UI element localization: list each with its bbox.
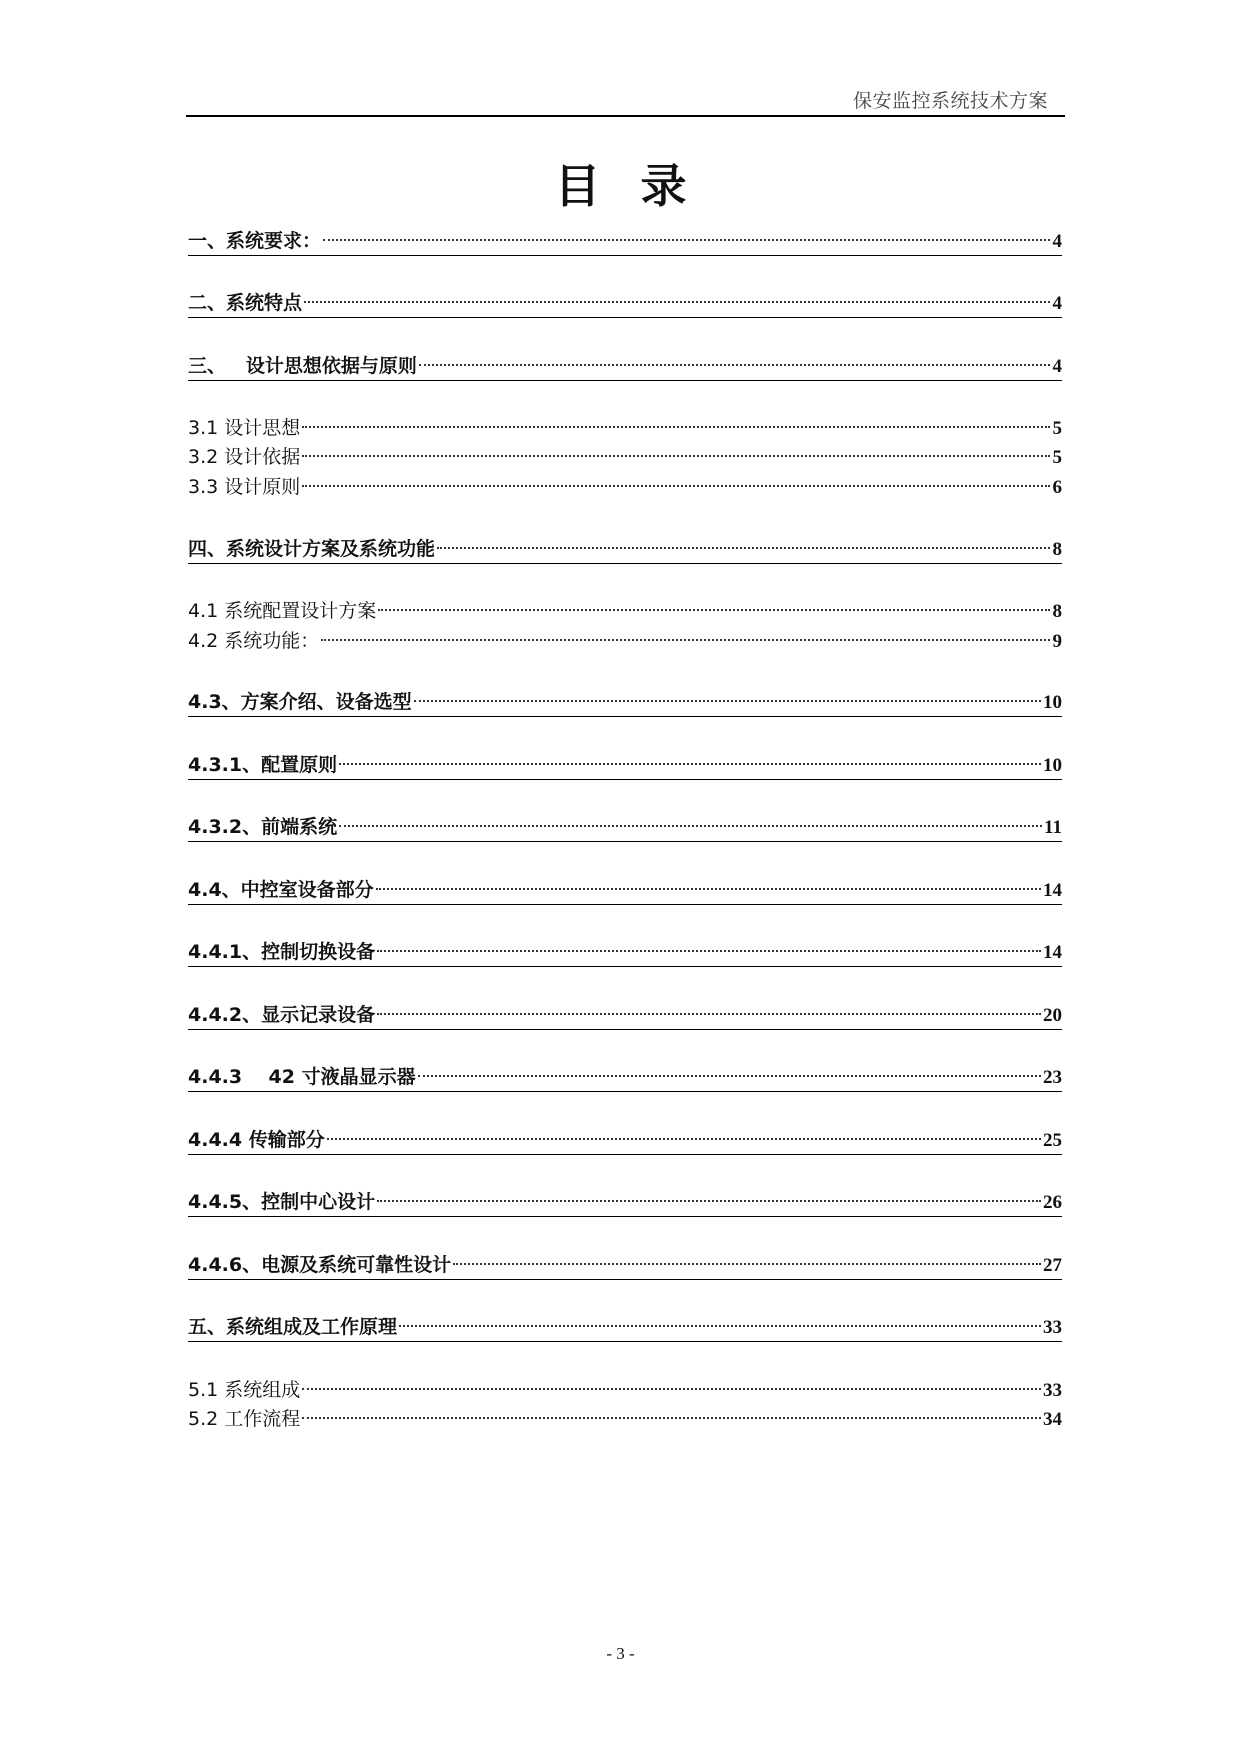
toc-leader-dots [302,1417,1041,1419]
toc-entry-4-3-1[interactable] [188,752,1062,780]
toc-entry-page: 4 [1052,356,1062,377]
toc-entry-label: 4.1 系统配置设计方案 [188,600,377,622]
toc-leader-dots [339,825,1042,827]
toc-entry-label: 4.4.3 42 寸液晶显示器 [188,1066,416,1088]
toc-entry-page: 6 [1052,477,1062,498]
toc-leader-dots [453,1263,1041,1265]
toc-leader-dots [302,426,1050,428]
page-number: - 3 - [606,1644,635,1663]
toc-leader-dots [419,364,1050,366]
toc-leader-dots [377,1200,1041,1202]
toc-leader-dots [376,888,1041,890]
toc-entry-page: 34 [1043,1409,1062,1430]
toc-entry-label: 5.2 工作流程 [188,1408,301,1430]
toc-entry-5[interactable] [188,1314,1062,1342]
running-header: 保安监控系统技术方案 [852,90,1048,112]
page-title: 目录 [554,159,727,213]
toc-entry-page: 8 [1052,539,1062,560]
toc-leader-dots [378,609,1050,611]
toc-entry-page: 20 [1043,1005,1062,1026]
toc-leader-dots [339,763,1041,765]
table-of-contents [188,0,1062,1700]
toc-entry-label: 4.4.6、电源及系统可靠性设计 [188,1254,452,1276]
toc-entry-3-3[interactable] [188,474,1062,501]
toc-entry-4-4-2[interactable] [188,1002,1062,1030]
toc-entry-3-2[interactable] [188,444,1062,471]
toc-entry-4-2[interactable] [188,628,1062,655]
toc-entry-page: 25 [1043,1130,1062,1151]
toc-leader-dots [321,639,1050,641]
toc-entry-4-4-1[interactable] [188,939,1062,967]
toc-entry-label: 3.2 设计依据 [188,446,301,468]
toc-entry-page: 14 [1043,880,1062,901]
toc-entry-page: 33 [1043,1380,1062,1401]
toc-entry-page: 10 [1043,755,1062,776]
toc-entry-1[interactable] [188,228,1062,256]
toc-entry-label: 4.4.5、控制中心设计 [188,1191,376,1213]
toc-entry-page: 23 [1043,1067,1062,1088]
toc-entry-label: 4.2 系统功能： [188,630,320,652]
toc-entry-4-4-4[interactable] [188,1127,1062,1155]
toc-entry-page: 4 [1052,231,1062,252]
toc-entry-label: 4.4.4 传输部分 [188,1129,325,1151]
toc-entry-4-4-5[interactable] [188,1189,1062,1217]
toc-entry-page: 4 [1052,293,1062,314]
toc-entry-4-4[interactable] [188,877,1062,905]
toc-entry-page: 27 [1043,1255,1062,1276]
toc-entry-page: 8 [1052,601,1062,622]
toc-entry-label: 4.3.1、配置原则 [188,754,338,776]
toc-entry-label: 三、 设计思想依据与原则 [188,355,417,377]
toc-entry-2[interactable] [188,290,1062,318]
toc-leader-dots [437,547,1050,549]
toc-entry-5-1[interactable] [188,1377,1062,1404]
toc-leader-dots [418,1075,1041,1077]
toc-entry-4-3-2[interactable] [188,814,1062,842]
toc-entry-label: 一、系统要求： [188,230,322,252]
toc-leader-dots [414,700,1041,702]
toc-entry-page: 33 [1043,1317,1062,1338]
toc-entry-label: 5.1 系统组成 [188,1379,301,1401]
toc-entry-page: 11 [1044,817,1062,838]
toc-entry-3[interactable] [188,353,1062,381]
toc-entry-label: 四、系统设计方案及系统功能 [188,538,436,560]
toc-entry-label: 五、系统组成及工作原理 [188,1316,398,1338]
toc-entry-label: 二、系统特点 [188,292,303,314]
toc-entry-page: 10 [1043,692,1062,713]
toc-leader-dots [399,1325,1041,1327]
toc-entry-label: 4.4.1、控制切换设备 [188,941,376,963]
toc-entry-page: 26 [1043,1192,1062,1213]
toc-entry-4-4-6[interactable] [188,1252,1062,1280]
toc-entry-label: 3.3 设计原则 [188,476,301,498]
toc-entry-4[interactable] [188,536,1062,564]
toc-entry-label: 4.3、方案介绍、设备选型 [188,691,412,713]
toc-entry-label: 4.3.2、前端系统 [188,816,338,838]
toc-entry-5-2[interactable] [188,1406,1062,1433]
toc-entry-label: 3.1 设计思想 [188,417,301,439]
toc-leader-dots [323,239,1050,241]
toc-leader-dots [377,1013,1041,1015]
toc-entry-page: 5 [1052,418,1062,439]
toc-entry-label: 4.4、中控室设备部分 [188,879,374,901]
toc-entry-label: 4.4.2、显示记录设备 [188,1004,376,1026]
toc-leader-dots [302,455,1050,457]
toc-leader-dots [302,485,1050,487]
toc-leader-dots [327,1138,1041,1140]
toc-leader-dots [304,301,1050,303]
toc-entry-4-4-3[interactable] [188,1064,1062,1092]
toc-leader-dots [302,1388,1041,1390]
toc-entry-page: 14 [1043,942,1062,963]
toc-entry-page: 9 [1052,631,1062,652]
toc-entry-4-3[interactable] [188,689,1062,717]
toc-entry-4-1[interactable] [188,598,1062,625]
toc-entry-page: 5 [1052,447,1062,468]
toc-entry-3-1[interactable] [188,415,1062,442]
toc-leader-dots [377,950,1041,952]
